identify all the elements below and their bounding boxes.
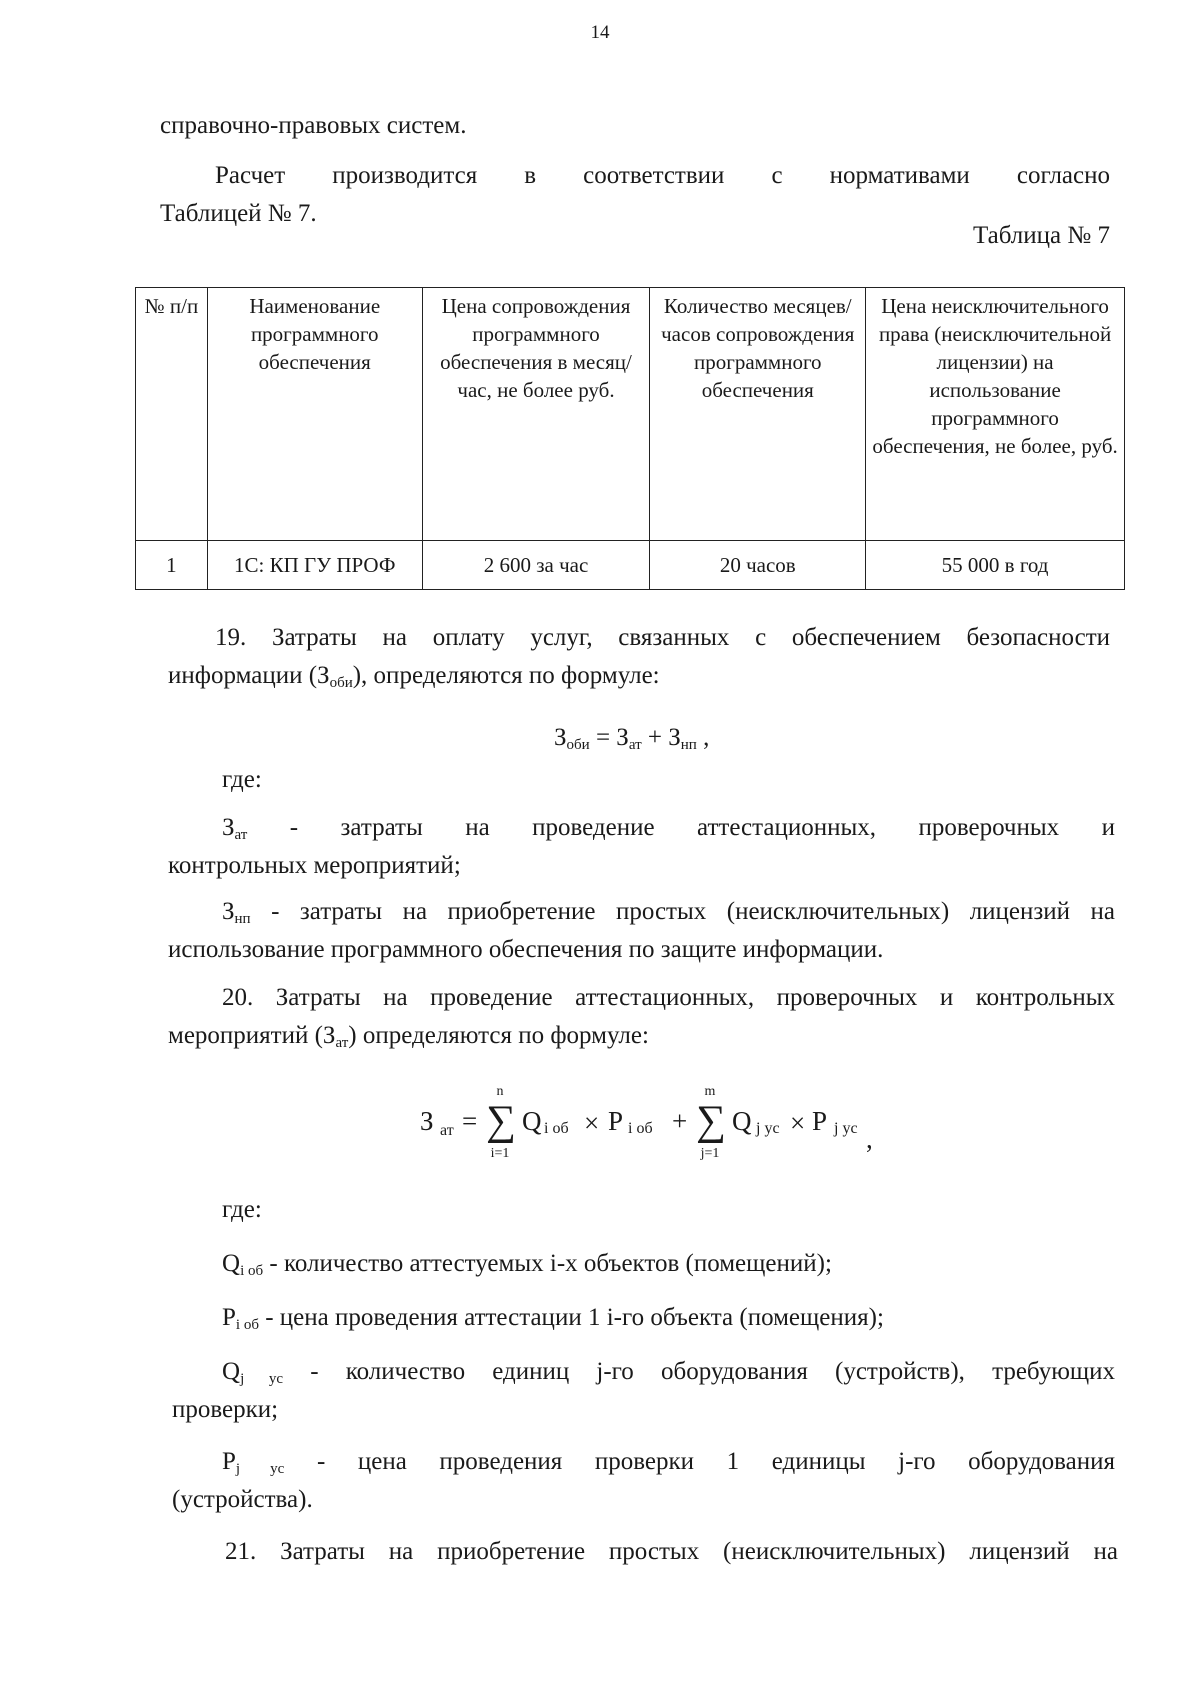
definition-line: $Q_{i об}$ - количество аттестуемых i-х объектов (помещений);: [222, 1250, 832, 1279]
page-number: 14: [590, 22, 610, 43]
table-caption: Таблица № 7: [972, 222, 1110, 249]
definition-line: $Q_{j ус}$ - количество единиц j-го оборудования (устройств), требующих: [222, 1358, 1115, 1387]
definition-line: $P_{j ус}$ - цена проведения проверки 1 единицы j-го оборудования: [222, 1448, 1116, 1477]
definition-line: $З_{ат}$ - затраты на проведение аттестационных, проверочных и: [222, 814, 1115, 843]
paragraph-line: мероприятий $(З_{ат})$ определяются по формуле:: [168, 1022, 649, 1051]
table-row: [136, 541, 1125, 590]
where-label: где:: [222, 1196, 262, 1223]
table-cell: 1: [136, 541, 208, 590]
definition-line: $P_{i об}$ - цена проведения аттестации 1 i-го объекта (помещения);: [222, 1304, 884, 1333]
paragraph-line: 20. Затраты на проведение аттестационных, проверочных и контрольных: [222, 984, 1115, 1011]
definition-line: проверки;: [172, 1396, 279, 1423]
paragraph-line: информации $(З_{оби})$, определяются по формуле:: [168, 662, 660, 691]
paragraph-line: Таблицей № 7.: [160, 200, 317, 227]
paragraph-line: 19. Затраты на оплату услуг, связанных с обеспечением безопасности: [215, 624, 1110, 651]
table-header-row: [136, 288, 1125, 541]
table-header-cell: Цена сопровождения программного обеспечения в месяц/час, не более руб.: [422, 288, 650, 541]
definition-line: $З_{нп}$ - затраты на приобретение простых (неисключительных) лицензий на: [222, 898, 1115, 927]
table-header-cell: Цена неисключительного права (неисключительной лицензии) на использование программного обеспечения, не более, руб.: [866, 288, 1125, 541]
paragraph-line: 21. Затраты на приобретение простых (неисключительных) лицензий на: [225, 1538, 1118, 1565]
definition-line: использование программного обеспечения по защите информации.: [168, 936, 884, 963]
table-header-cell: Наименование программного обеспечения: [207, 288, 422, 541]
table-cell: 2 600 за час: [422, 541, 650, 590]
paragraph-line: Расчет производится в соответствии с нормативами согласно: [215, 162, 1110, 189]
document-page: 14 справочно-правовых систем. Расчет производится в соответствии с нормативами согласно Таблицей № 7. Таблица № 7 № п/п Наименование программного обеспечения Цена сопровождения программного обеспечения в месяц/час, не более руб. Количество месяцев/часов сопровождения программного обеспечения Цена неисключительного права (неисключительной лицензии) на использование программного обеспечения, не более, руб. 1 1С: КП ГУ ПРОФ 2 600 за час 20 часов 55 000 в год 19. Затраты на оплату услуг, связанных с обеспечением безопасности информации $(З_{оби})$, определяются по формуле: $З_{оби} = З_{ат} + З_{нп}$ , где: $З_{ат}$ - затраты на проведение аттестационных, проверочных и контрольных мероприятий; $З_{нп}$ - затраты на приобретение простых (неисключительных) лицензий на использование программного обеспечения по защите информации. 20. Затраты на проведение аттестационных, проверочных и контрольных мероприятий $(З_{ат})$ определяются по формуле: З ат = n ∑ i=1 Q i об × P i об + m ∑ j=1 Q j ус × P j ус , где: $Q_{i об}$ - количество аттестуемых i-х объектов (помещений); $P_{i об}$ - цена проведения аттестации 1 i-го объекта (помещения); $Q_{j ус}$ - количество единиц j-го оборудования (устройств), требующих проверки; $P_{j ус}$ - цена проведения проверки 1 единицы j-го оборудования (устройства). 21. Затраты на приобретение простых (неисключительных) лицензий на: [0, 0, 1200, 1697]
table-cell: 55 000 в год: [866, 541, 1125, 590]
table-header-cell: Количество месяцев/часов сопровождения программного обеспечения: [650, 288, 866, 541]
table-cell: 1С: КП ГУ ПРОФ: [207, 541, 422, 590]
table-7: [135, 287, 1125, 590]
definition-line: контрольных мероприятий;: [168, 852, 461, 879]
definition-line: (устройства).: [172, 1486, 313, 1513]
table-header-cell: № п/п: [136, 288, 208, 541]
text-line: справочно-правовых систем.: [160, 112, 467, 139]
where-label: где:: [222, 766, 262, 793]
formula-z-obi: $З_{оби} = З_{ат} + З_{нп}$ ,: [554, 724, 710, 753]
table-cell: 20 часов: [650, 541, 866, 590]
